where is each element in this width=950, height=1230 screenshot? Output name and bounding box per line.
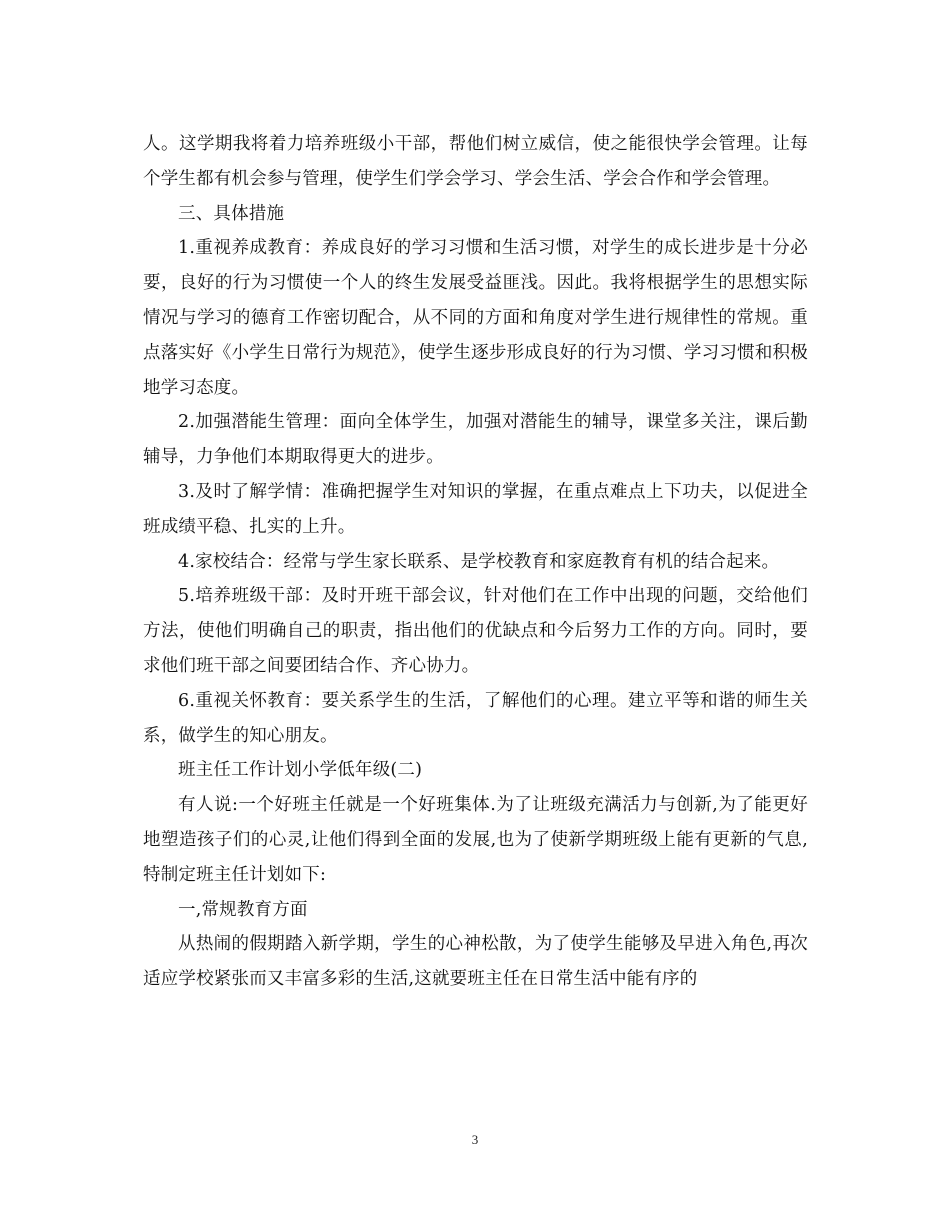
paragraph-intro: 有人说:一个好班主任就是一个好班集体.为了让班级充满活力与创新,为了能更好地塑造孩子们的心灵,让他们得到全面的发展,也为了使新学期班级上能有更新的气息,特制定班主任计划如下:: [143, 795, 808, 885]
paragraph-measure-6: 6.重视关怀教育：要关系学生的生活，了解他们的心理。建立平等和谐的师生关系，做学生的知心朋友。: [143, 690, 808, 746]
section-heading-measures: 三、具体措施: [178, 203, 285, 224]
paragraph-measure-3: 3.及时了解学情：准确把握学生对知识的掌握，在重点难点上下功夫，以促进全班成绩平稳、扎实的上升。: [143, 481, 808, 537]
document-body: [143, 127, 808, 997]
paragraph-routine: 从热闹的假期踏入新学期，学生的心神松散，为了使学生能够及早进入角色,再次适应学校紧张而又丰富多彩的生活,这就要班主任在日常生活中能有序的: [143, 934, 808, 990]
paragraph-measure-1: 1.重视养成教育：养成良好的学习习惯和生活习惯，对学生的成长进步是十分必要，良好的行为习惯使一个人的终生发展受益匪浅。因此。我将根据学生的思想实际情况与学习的德育工作密切配合，从不同的方面和角度对学生进行规律性的常规。重点落实好《小学生日常行为规范》，使学生逐步形成良好的行为习惯、学习习惯和积极地学习态度。: [143, 238, 808, 398]
paragraph-measure-2: 2.加强潜能生管理：面向全体学生，加强对潜能生的辅导，课堂多关注，课后勤辅导，力争他们本期取得更大的进步。: [143, 412, 808, 468]
section-title-plan-2: 班主任工作计划小学低年级(二): [178, 760, 423, 781]
paragraph-measure-4: 4.家校结合：经常与学生家长联系、是学校教育和家庭教育有机的结合起来。: [178, 551, 780, 572]
paragraph-measure-5: 5.培养班级干部：及时开班干部会议，针对他们在工作中出现的问题，交给他们方法，使他们明确自己的职责，指出他们的优缺点和今后努力工作的方向。同时，要求他们班干部之间要团结合作、齐心协力。: [143, 586, 808, 676]
paragraph-continuation: 人。这学期我将着力培养班级小干部，帮他们树立威信，使之能很快学会管理。让每个学生都有机会参与管理，使学生们学会学习、学会生活、学会合作和学会管理。: [143, 134, 808, 189]
page-number: 3: [471, 1132, 479, 1147]
section-heading-routine: 一,常规教育方面: [178, 899, 308, 920]
